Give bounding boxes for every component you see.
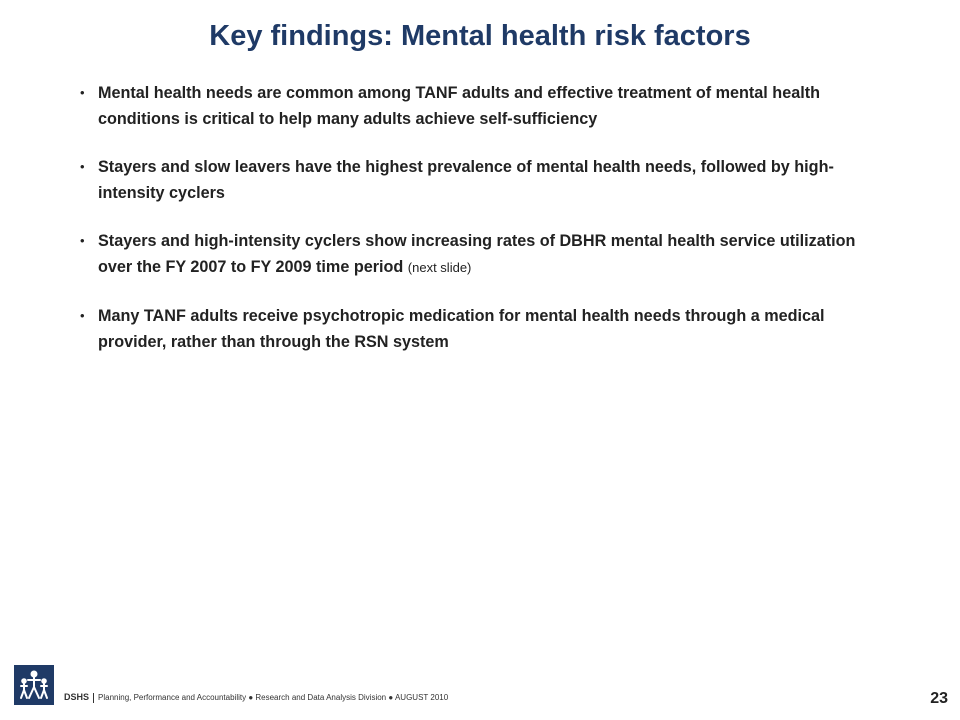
bullet-note: (next slide) [407, 260, 472, 275]
bullet-item [80, 228, 890, 281]
bullet-item [80, 303, 890, 355]
page-number: 23 [930, 690, 948, 707]
bullet-text: Many TANF adults receive psychotropic medication for mental health needs through a medical provider, rather than through the RSN system [98, 307, 825, 351]
footer-org: DSHS [64, 692, 90, 702]
bullet-icon: • [80, 159, 85, 174]
bullet-item [80, 154, 890, 206]
dshs-logo-icon [14, 665, 54, 705]
footer-text: Planning, Performance and Accountability ● Research and Data Analysis Division ● AUGUST 2010 [98, 693, 449, 702]
bullet-item [80, 80, 890, 132]
bullet-icon: • [80, 308, 85, 323]
bullet-list [80, 80, 890, 377]
bullet-text: Mental health needs are common among TANF adults and effective treatment of mental health conditions is critical to help many adults achieve self-sufficiency [98, 84, 820, 128]
bullet-text-with-note [98, 228, 890, 281]
slide-title: Key findings: Mental health risk factors [209, 20, 751, 52]
bullet-text: Stayers and high-intensity cyclers show increasing rates of DBHR mental health service utilization over the FY 2007 to FY 2009 time period [98, 232, 856, 276]
bullet-icon: • [80, 233, 85, 248]
slide-footer [64, 692, 448, 703]
footer-divider [93, 693, 94, 703]
bullet-text: Stayers and slow leavers have the highest prevalence of mental health needs, followed by high-intensity cyclers [98, 158, 834, 202]
bullet-icon: • [80, 85, 85, 100]
